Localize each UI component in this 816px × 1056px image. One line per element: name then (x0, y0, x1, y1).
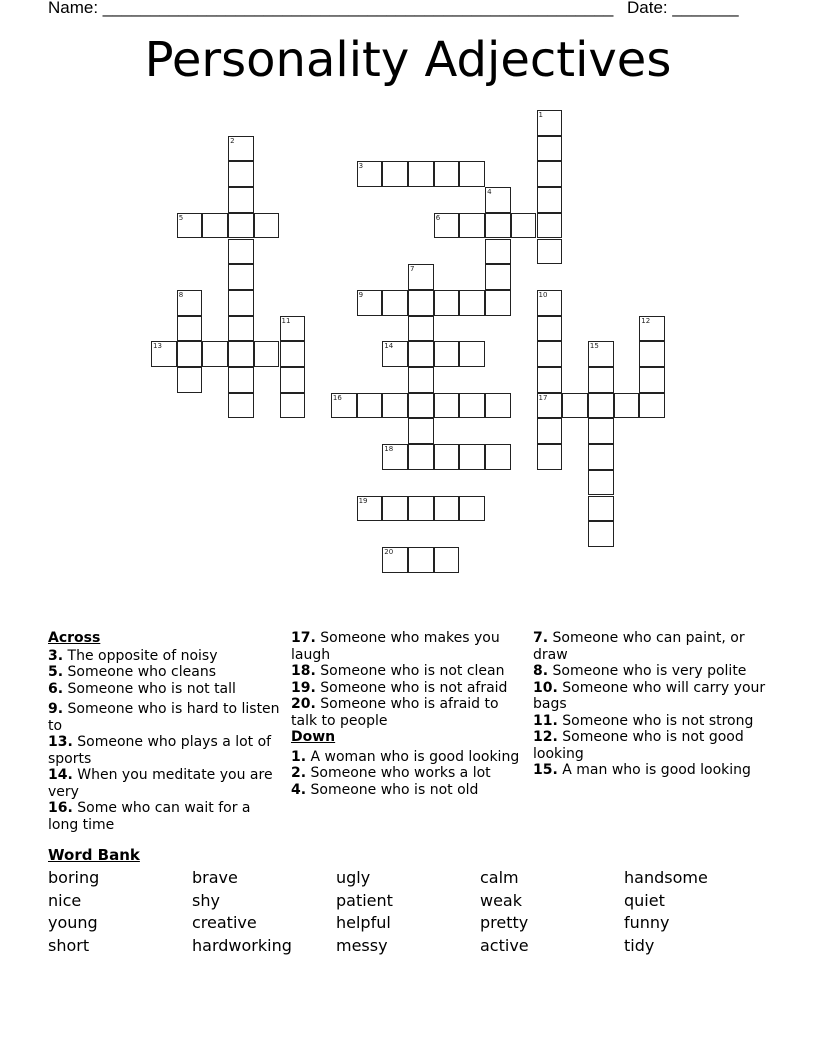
clue-down-1: 1. A woman who is good looking (291, 748, 520, 765)
grid-cell[interactable] (562, 393, 588, 419)
grid-cell[interactable] (177, 341, 203, 367)
grid-cell[interactable] (254, 213, 280, 239)
grid-cell[interactable] (639, 341, 665, 367)
clue-across-13: 13. Someone who plays a lot of sports (48, 734, 272, 767)
grid-cell[interactable] (459, 161, 485, 187)
grid-cell[interactable] (459, 290, 485, 316)
clue-number: 5 (178, 213, 184, 222)
grid-cell[interactable] (357, 496, 383, 522)
grid-cell[interactable] (357, 290, 383, 316)
clue-number: 20 (384, 547, 394, 556)
clue-number: 4 (487, 188, 492, 197)
clue-across-17: 17. Someone who makes you laugh (291, 630, 500, 663)
grid-cell[interactable] (459, 496, 485, 522)
grid-cell[interactable] (228, 367, 254, 393)
word-bank-item: weak (480, 891, 522, 910)
clue-across-19: 19. Someone who is not afraid (291, 679, 508, 696)
grid-cell[interactable] (537, 341, 563, 367)
clue-number: 19 (358, 496, 368, 505)
grid-cell[interactable] (588, 393, 614, 419)
grid-cell[interactable] (537, 367, 563, 393)
grid-cell[interactable] (382, 161, 408, 187)
grid-cell[interactable] (280, 316, 306, 342)
word-bank-item: hardworking (192, 936, 292, 955)
grid-cell[interactable] (408, 316, 434, 342)
grid-cell[interactable] (537, 110, 563, 136)
grid-cell[interactable] (228, 213, 254, 239)
grid-cell[interactable] (434, 393, 460, 419)
grid-cell[interactable] (228, 239, 254, 265)
word-bank-item: pretty (480, 913, 529, 932)
clue-number: 15 (589, 342, 599, 351)
clue-across-16: 16. Some who can wait for a long time (48, 800, 251, 833)
grid-cell[interactable] (537, 444, 563, 470)
grid-cell[interactable] (382, 290, 408, 316)
grid-cell[interactable] (177, 290, 203, 316)
clues-column-1 (48, 630, 283, 833)
grid-cell[interactable] (331, 393, 357, 419)
clue-number: 1 (538, 111, 543, 119)
grid-cell[interactable] (434, 547, 460, 573)
across-heading: Across (48, 630, 101, 646)
clue-down-11: 11. Someone who is not strong (533, 712, 754, 729)
clue-number: 12 (641, 316, 651, 325)
grid-cell[interactable] (177, 367, 203, 393)
word-bank-item: active (480, 936, 529, 955)
name-field-label: Name: ______________________________________________________ (48, 0, 614, 17)
grid-cell[interactable] (588, 341, 614, 367)
clue-number: 14 (384, 342, 394, 351)
grid-cell[interactable] (511, 213, 537, 239)
clue-down-8: 8. Someone who is very polite (533, 663, 747, 679)
grid-cell[interactable] (459, 444, 485, 470)
grid-cell[interactable] (408, 444, 434, 470)
word-bank-item: short (48, 936, 90, 955)
grid-cell[interactable] (228, 341, 254, 367)
clue-down-10: 10. Someone who will carry your bags (533, 679, 766, 712)
grid-cell[interactable] (485, 239, 511, 265)
clue-across-18: 18. Someone who is not clean (291, 663, 505, 679)
grid-cell[interactable] (280, 367, 306, 393)
grid-cell[interactable] (228, 393, 254, 419)
grid-cell[interactable] (177, 316, 203, 342)
grid-cell[interactable] (408, 341, 434, 367)
word-bank-item: young (48, 913, 98, 932)
clue-number: 11 (281, 316, 291, 325)
grid-cell[interactable] (588, 444, 614, 470)
grid-cell[interactable] (434, 444, 460, 470)
clue-across-3: 3. The opposite of noisy (48, 647, 218, 664)
grid-cell[interactable] (280, 393, 306, 419)
grid-cell[interactable] (202, 213, 228, 239)
clue-down-4: 4. Someone who is not old (291, 781, 479, 798)
word-bank-item: brave (192, 868, 238, 887)
clue-down-12: 12. Someone who is not good looking (533, 729, 744, 762)
grid-cell[interactable] (614, 393, 640, 419)
grid-cell[interactable] (382, 393, 408, 419)
grid-cell[interactable] (434, 290, 460, 316)
grid-cell[interactable] (228, 290, 254, 316)
word-bank-item: handsome (624, 868, 708, 887)
grid-cell[interactable] (382, 444, 408, 470)
grid-cell[interactable] (357, 161, 383, 187)
grid-cell[interactable] (434, 161, 460, 187)
word-bank-item: tidy (624, 936, 655, 955)
clue-down-7: 7. Someone who can paint, or draw (533, 630, 745, 663)
clue-number: 10 (538, 290, 548, 299)
grid-cell[interactable] (537, 161, 563, 187)
clue-number: 18 (384, 445, 394, 454)
grid-cell[interactable] (537, 316, 563, 342)
grid-cell[interactable] (459, 341, 485, 367)
clues-column-3 (533, 630, 773, 779)
grid-cell[interactable] (228, 316, 254, 342)
grid-cell[interactable] (485, 290, 511, 316)
grid-cell[interactable] (280, 341, 306, 367)
grid-cell[interactable] (408, 367, 434, 393)
word-bank-item: patient (336, 891, 393, 910)
down-heading: Down (291, 729, 336, 745)
word-bank-item: nice (48, 891, 82, 910)
grid-cell[interactable] (588, 418, 614, 444)
date-field-label: Date: _______ (627, 0, 739, 17)
clue-across-20: 20. Someone who is afraid to talk to people (291, 696, 499, 729)
grid-cell[interactable] (588, 521, 614, 547)
word-bank-item: funny (624, 913, 670, 932)
grid-cell[interactable] (434, 341, 460, 367)
clue-across-6: 6. Someone who is not tall (48, 680, 236, 697)
grid-cell[interactable] (537, 136, 563, 162)
clue-across-5: 5. Someone who cleans (48, 664, 217, 680)
grid-cell[interactable] (408, 547, 434, 573)
grid-cell[interactable] (434, 496, 460, 522)
grid-cell[interactable] (228, 161, 254, 187)
grid-cell[interactable] (639, 393, 665, 419)
grid-cell[interactable] (408, 290, 434, 316)
clue-down-15: 15. A man who is good looking (533, 762, 751, 778)
grid-cell[interactable] (537, 239, 563, 265)
grid-cell[interactable] (434, 213, 460, 239)
clue-across-9: 9. Someone who is hard to listen to (48, 701, 280, 734)
grid-cell[interactable] (485, 444, 511, 470)
grid-cell[interactable] (228, 264, 254, 290)
word-bank-item: calm (480, 868, 519, 887)
grid-cell[interactable] (254, 341, 280, 367)
grid-cell[interactable] (639, 367, 665, 393)
grid-cell[interactable] (228, 187, 254, 213)
grid-cell[interactable] (382, 547, 408, 573)
grid-cell[interactable] (485, 264, 511, 290)
grid-cell[interactable] (537, 213, 563, 239)
grid-cell[interactable] (588, 470, 614, 496)
grid-cell[interactable] (357, 393, 383, 419)
grid-cell[interactable] (151, 341, 177, 367)
word-bank-item: shy (192, 891, 220, 910)
grid-cell[interactable] (408, 393, 434, 419)
grid-cell[interactable] (485, 187, 511, 213)
clue-number: 16 (332, 393, 342, 402)
grid-cell[interactable] (408, 161, 434, 187)
clue-number: 9 (358, 290, 364, 299)
grid-cell[interactable] (408, 418, 434, 444)
clue-number: 17 (538, 393, 548, 402)
grid-cell[interactable] (537, 290, 563, 316)
word-bank-item: creative (192, 913, 257, 932)
grid-cell[interactable] (537, 393, 563, 419)
grid-cell[interactable] (485, 393, 511, 419)
clue-number: 7 (410, 265, 415, 274)
grid-cell[interactable] (382, 496, 408, 522)
word-bank-item: quiet (624, 891, 665, 910)
grid-cell[interactable] (639, 316, 665, 342)
word-bank-heading: Word Bank (48, 846, 140, 864)
grid-cell[interactable] (408, 496, 434, 522)
clues-column-2 (291, 630, 526, 798)
clue-number: 8 (178, 290, 184, 299)
grid-cell[interactable] (537, 187, 563, 213)
word-bank-item: boring (48, 868, 100, 887)
grid-cell[interactable] (485, 213, 511, 239)
word-bank-item: messy (336, 936, 388, 955)
grid-cell[interactable] (228, 136, 254, 162)
grid-cell[interactable] (537, 418, 563, 444)
grid-cell[interactable] (408, 264, 434, 290)
clue-number: 13 (153, 342, 162, 351)
word-bank-item: helpful (336, 913, 391, 932)
grid-cell[interactable] (588, 496, 614, 522)
page-title: Personality Adjectives (144, 32, 672, 88)
grid-cell[interactable] (459, 213, 485, 239)
clue-down-2: 2. Someone who works a lot (291, 765, 491, 781)
clue-number: 2 (230, 136, 235, 145)
word-bank-item: ugly (336, 868, 371, 887)
grid-cell[interactable] (588, 367, 614, 393)
grid-cell[interactable] (459, 393, 485, 419)
grid-cell[interactable] (177, 213, 203, 239)
clue-across-14: 14. When you meditate you are very (48, 767, 273, 800)
grid-cell[interactable] (202, 341, 228, 367)
grid-cell[interactable] (382, 341, 408, 367)
clue-number: 3 (358, 162, 364, 171)
clue-number: 6 (435, 213, 441, 222)
